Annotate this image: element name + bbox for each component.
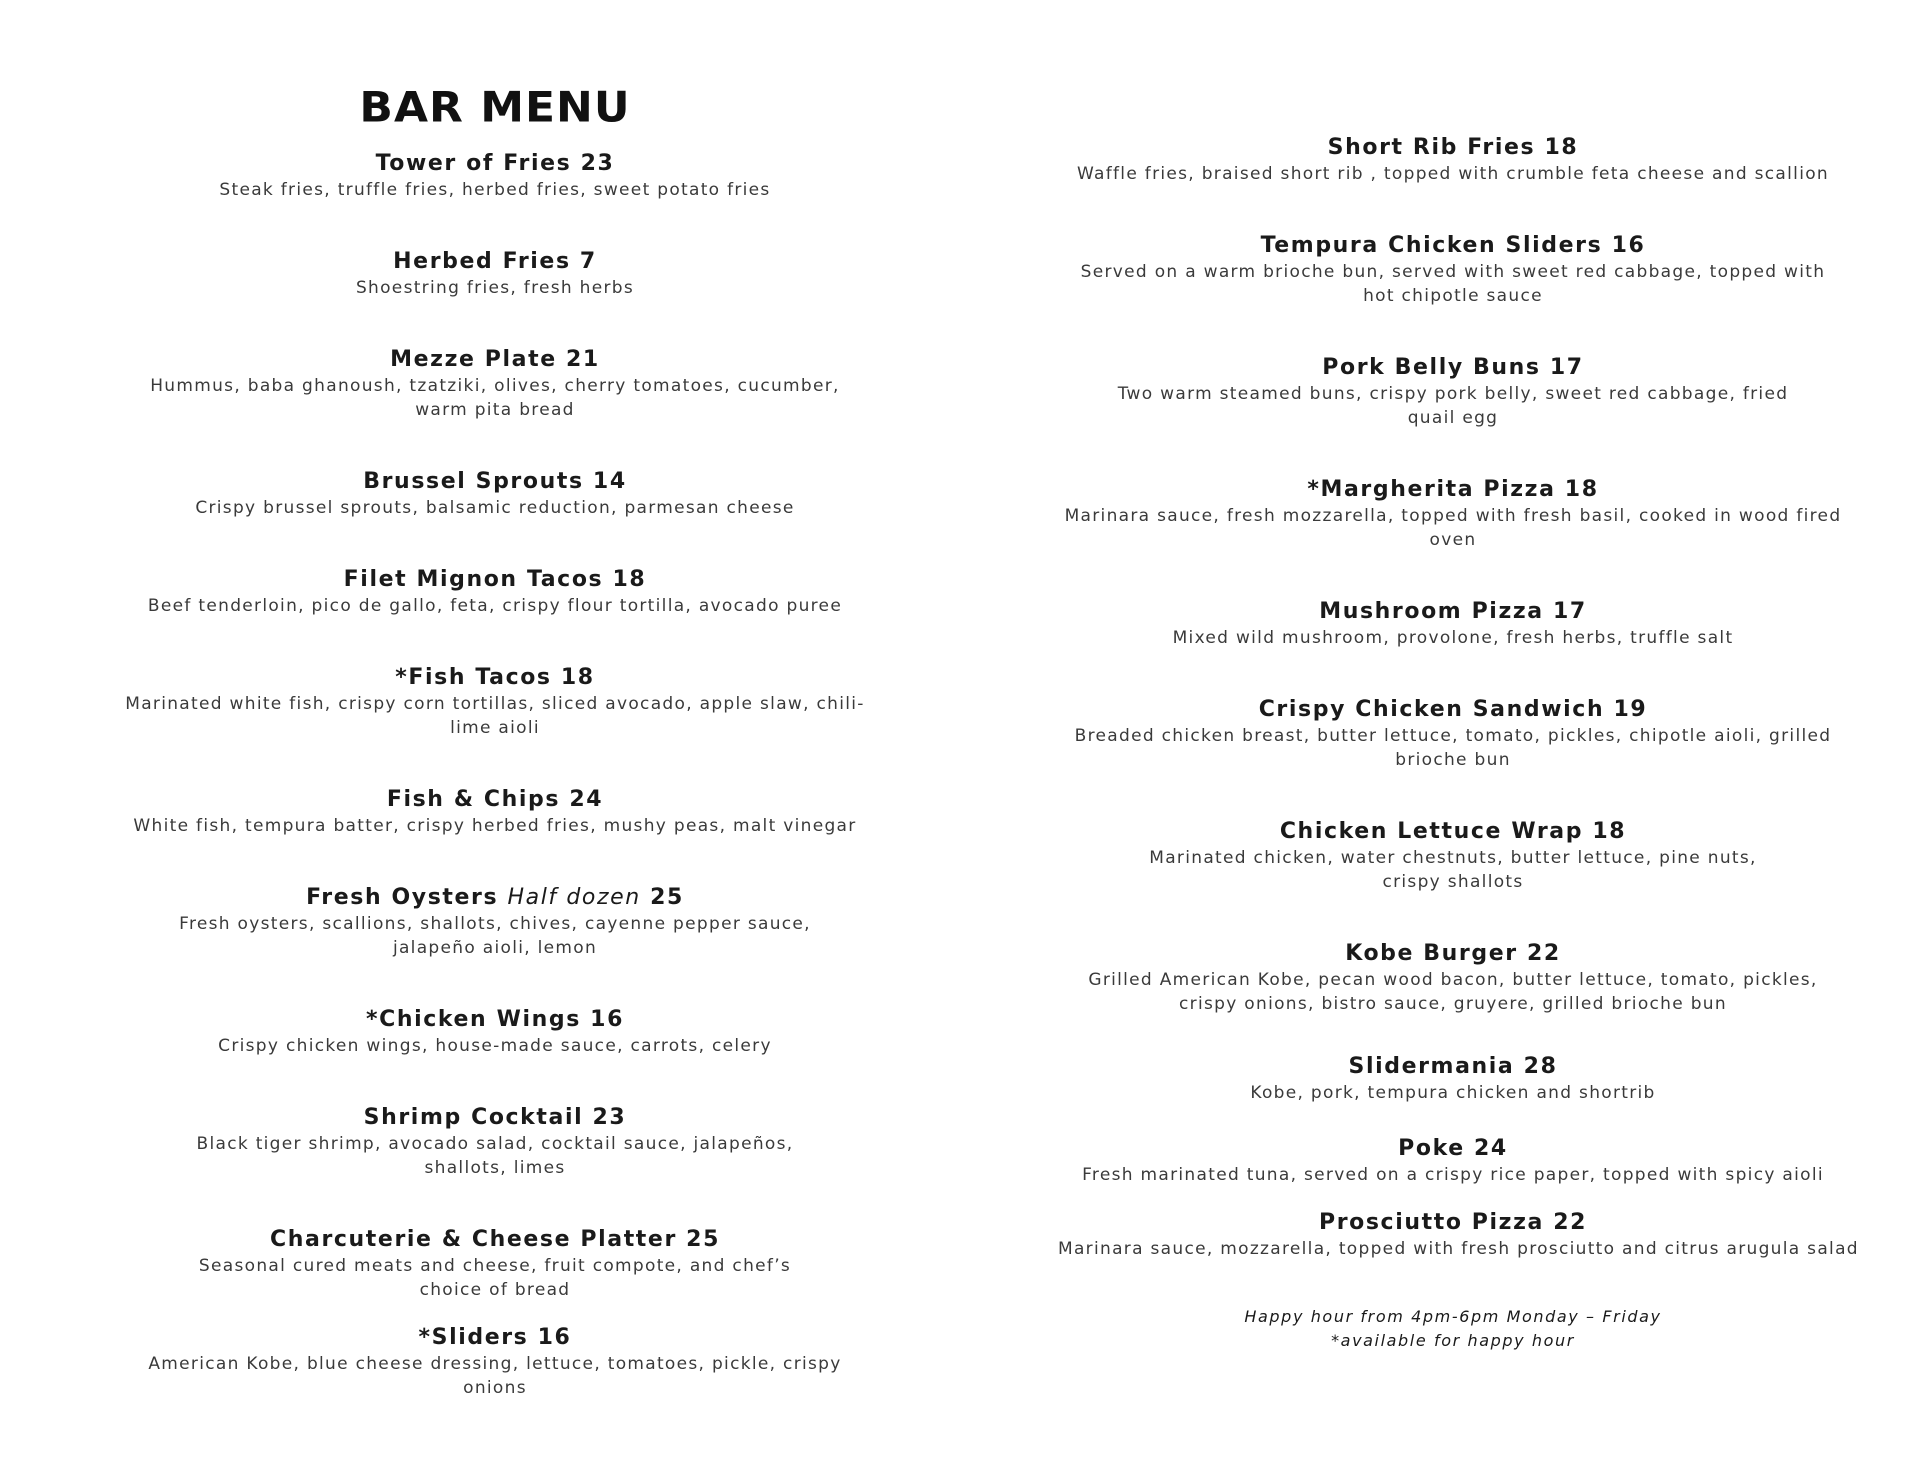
item-description: Marinara sauce, mozzarella, topped with fresh prosciutto and citrus arugula salad	[1058, 1239, 1859, 1259]
item-description: Hummus, baba ghanoush, tzatziki, olives, cherry tomatoes, cucumber, warm pita bread	[150, 376, 840, 420]
item-heading	[1058, 354, 1848, 382]
menu-item-slidermania	[1058, 1053, 1848, 1105]
item-price: 18	[1564, 477, 1599, 502]
menu-item-pork-belly-buns	[1058, 354, 1848, 430]
item-name: Mezze Plate	[390, 347, 557, 372]
item-price: 7	[579, 249, 597, 274]
item-name: Pork Belly Buns	[1322, 355, 1541, 380]
item-heading	[110, 468, 880, 496]
menu-item-crispy-chicken-sandwich	[1058, 696, 1848, 772]
item-heading	[1058, 598, 1848, 626]
happy-hour-text: Happy hour from 4pm-6pm Monday – Friday	[1244, 1307, 1662, 1326]
item-name: Kobe Burger	[1345, 941, 1518, 966]
item-description: American Kobe, blue cheese dressing, lettuce, tomatoes, pickle, crispy onions	[148, 1354, 842, 1398]
item-name: Prosciutto Pizza	[1318, 1210, 1544, 1235]
item-heading	[110, 1324, 880, 1352]
menu-item-charcuterie-cheese-platter	[110, 1226, 880, 1302]
menu-item-brussel-sprouts	[110, 468, 880, 520]
item-name: Chicken Lettuce Wrap	[1279, 819, 1584, 844]
menu-item-short-rib-fries	[1058, 134, 1848, 186]
item-price: 21	[566, 347, 600, 372]
menu-title: BAR MENU	[359, 83, 631, 132]
menu-item-fish-tacos	[110, 664, 880, 740]
item-price: 16	[537, 1325, 572, 1350]
happy-hour-note	[1058, 1305, 1848, 1353]
item-description: Steak fries, truffle fries, herbed fries, sweet potato fries	[219, 180, 771, 200]
item-name: Short Rib Fries	[1327, 135, 1536, 160]
item-heading	[110, 1226, 880, 1254]
menu-item-chicken-wings	[110, 1006, 880, 1058]
item-name: Tower of Fries	[375, 151, 572, 176]
right-menu-column	[1058, 0, 1859, 1484]
item-heading	[110, 664, 880, 692]
item-heading	[1058, 1209, 1848, 1237]
item-name: Charcuterie & Cheese Platter	[270, 1227, 677, 1252]
item-description: Crispy chicken wings, house-made sauce, carrots, celery	[218, 1036, 772, 1056]
menu-item-tempura-chicken-sliders	[1058, 232, 1848, 308]
menu-item-chicken-lettuce-wrap	[1058, 818, 1848, 894]
menu-item-mushroom-pizza	[1058, 598, 1848, 650]
item-heading	[1058, 818, 1848, 846]
item-heading	[110, 346, 880, 374]
item-heading	[110, 248, 880, 276]
item-description: Served on a warm brioche bun, served with sweet red cabbage, topped with hot chipotle sauce	[1080, 262, 1826, 306]
item-price: 18	[1592, 819, 1627, 844]
item-name: Brussel Sprouts	[363, 469, 584, 494]
item-description: Marinara sauce, fresh mozzarella, topped with fresh basil, cooked in wood fired oven	[1064, 506, 1842, 550]
item-description: Marinated chicken, water chestnuts, butter lettuce, pine nuts, crispy shallots	[1149, 848, 1757, 892]
item-heading	[1058, 1053, 1848, 1081]
item-price: 28	[1523, 1054, 1558, 1079]
item-name: Filet Mignon Tacos	[343, 567, 604, 592]
menu-item-kobe-burger	[1058, 940, 1848, 1016]
item-name: Tempura Chicken Sliders	[1260, 233, 1603, 258]
menu-item-sliders	[110, 1324, 880, 1400]
menu-item-fish-and-chips	[110, 786, 880, 838]
item-price: 23	[592, 1105, 627, 1130]
item-name: *Fish Tacos	[395, 665, 552, 690]
menu-item-filet-mignon-tacos	[110, 566, 880, 618]
item-price: 18	[560, 665, 595, 690]
item-price: 22	[1553, 1210, 1588, 1235]
item-price: 24	[1474, 1136, 1508, 1161]
happy-hour-availability-text: *available for happy hour	[1331, 1331, 1575, 1350]
item-name: *Margherita Pizza	[1307, 477, 1556, 502]
item-description: Waffle fries, braised short rib , topped with crumble feta cheese and scallion	[1076, 164, 1829, 184]
item-name: Fresh Oysters	[306, 885, 499, 910]
item-name: *Chicken Wings	[366, 1007, 581, 1032]
item-price: 24	[569, 787, 604, 812]
item-heading	[1058, 696, 1848, 724]
item-price: 18	[612, 567, 647, 592]
item-name: *Sliders	[418, 1325, 529, 1350]
item-heading	[1058, 476, 1848, 504]
item-name: Herbed Fries	[393, 249, 571, 274]
item-description: Fresh oysters, scallions, shallots, chives, cayenne pepper sauce, jalapeño aioli, lemon	[179, 914, 811, 958]
item-description: Shoestring fries, fresh herbs	[355, 278, 635, 298]
item-name: Poke	[1398, 1136, 1465, 1161]
item-price: 16	[590, 1007, 624, 1032]
menu-item-tower-of-fries	[110, 150, 880, 202]
item-description: Seasonal cured meats and cheese, fruit compote, and chef’s choice of bread	[198, 1256, 792, 1300]
item-description: Two warm steamed buns, crispy pork belly, sweet red cabbage, fried quail egg	[1117, 384, 1789, 428]
item-price: 19	[1613, 697, 1648, 722]
item-price: 17	[1549, 355, 1584, 380]
item-name: Fish & Chips	[386, 787, 561, 812]
item-description: Mixed wild mushroom, provolone, fresh herbs, truffle salt	[1172, 628, 1734, 648]
item-description: Marinated white fish, crispy corn tortillas, sliced avocado, apple slaw, chili-lime aioli	[125, 694, 865, 738]
menu-item-shrimp-cocktail	[110, 1104, 880, 1180]
menu-item-poke	[1058, 1135, 1848, 1187]
menu-item-prosciutto-pizza	[1058, 1209, 1859, 1261]
item-name: Slidermania	[1348, 1054, 1515, 1079]
item-description: White fish, tempura batter, crispy herbed fries, mushy peas, malt vinegar	[133, 816, 857, 836]
item-price: 25	[686, 1227, 720, 1252]
menu-item-mezze-plate	[110, 346, 880, 422]
item-heading	[110, 1104, 880, 1132]
item-price: 14	[592, 469, 627, 494]
item-heading	[110, 786, 880, 814]
item-description: Breaded chicken breast, butter lettuce, tomato, pickles, chipotle aioli, grilled brioche bun	[1074, 726, 1832, 770]
item-description: Crispy brussel sprouts, balsamic reduction, parmesan cheese	[195, 498, 795, 518]
item-heading	[1058, 232, 1848, 260]
item-heading	[1058, 134, 1848, 162]
item-portion-note: Half dozen	[507, 885, 641, 910]
item-heading	[110, 884, 880, 912]
item-heading	[110, 566, 880, 594]
item-name: Shrimp Cocktail	[363, 1105, 584, 1130]
item-price: 25	[650, 885, 684, 910]
item-heading	[1058, 1135, 1848, 1163]
item-price: 18	[1544, 135, 1579, 160]
menu-item-fresh-oysters	[110, 884, 880, 960]
item-name: Mushroom Pizza	[1319, 599, 1544, 624]
item-price: 22	[1526, 941, 1561, 966]
item-description: Kobe, pork, tempura chicken and shortrib	[1250, 1083, 1656, 1103]
item-heading	[1058, 940, 1848, 968]
item-price: 23	[580, 151, 615, 176]
item-description: Grilled American Kobe, pecan wood bacon, butter lettuce, tomato, pickles, crispy onions, bistro sauce, gruyere, grilled brioche bun	[1088, 970, 1818, 1014]
left-menu-column	[110, 0, 880, 1484]
item-name: Crispy Chicken Sandwich	[1258, 697, 1605, 722]
item-description: Beef tenderloin, pico de gallo, feta, crispy flour tortilla, avocado puree	[147, 596, 843, 616]
item-description: Fresh marinated tuna, served on a crispy rice paper, topped with spicy aioli	[1082, 1165, 1824, 1185]
item-price: 17	[1552, 599, 1587, 624]
item-heading	[110, 1006, 880, 1034]
item-price: 16	[1611, 233, 1646, 258]
menu-item-herbed-fries	[110, 248, 880, 300]
item-description: Black tiger shrimp, avocado salad, cocktail sauce, jalapeños, shallots, limes	[196, 1134, 794, 1178]
item-heading	[110, 150, 880, 178]
menu-item-margherita-pizza	[1058, 476, 1848, 552]
